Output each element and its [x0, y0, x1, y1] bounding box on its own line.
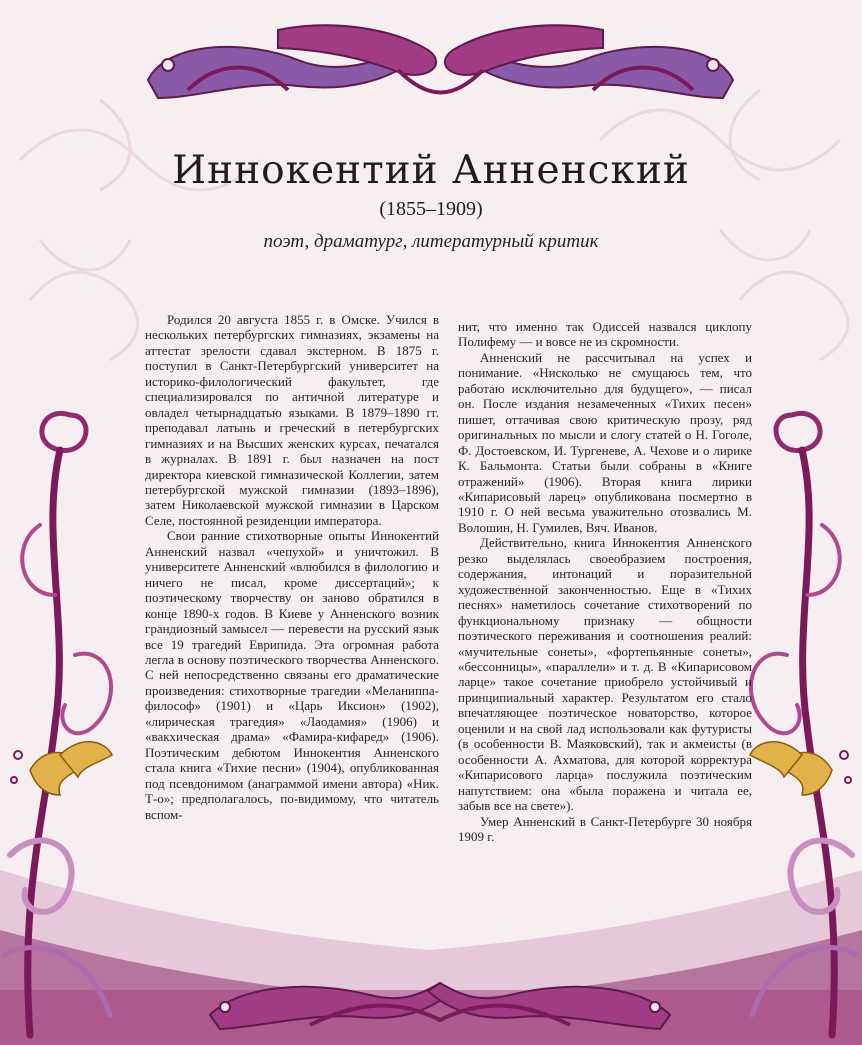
- page-title: Иннокентий Анненский: [172, 148, 690, 193]
- page-subtitle: поэт, драматург, литературный критик: [263, 231, 599, 252]
- paragraph: Умер Анненский в Санкт-Петербурге 30 ноября 1909 г.: [458, 813, 752, 844]
- page-years: (1855–1909): [379, 198, 483, 220]
- bottom-ornament: [190, 965, 690, 1035]
- paragraph: Действительно, книга Иннокентия Анненского резко выделялась своеобразием построения, содержания, интонаций и поразительной художественной законченностью. Еще в «Тихих песнях» наметилось сочетание стихотворений по функциональному признаку — общности поэтического переживания и соотношения реалий: «мучительные сонеты», «фортепьянные сонеты», «бессонницы», «параллели» и т. д. В «Кипарисовом ларце» такое сочетание приобрело устойчивый и принципиальный характер. Результатом его стало впечатляющее поэтическое новаторство, которое оценили и на свой лад использовали как футуристы (в особенности В. Маяковский), так и акмеисты (в особенности А. Ахматова, для которой корректура «Кипарисового ларца» послужила поэтическим напутствием: она «была поражена и читала ее, забыв все на свете»).: [458, 535, 752, 814]
- paragraph: Родился 20 августа 1855 г. в Омске. Учился в нескольких петербургских гимназиях, экзамены на аттестат зрелости сдавал экстерном. В 1875 г. поступил в Санкт-Петербургский университет на историко-филологический факультет, где специализировался по античной литературе и овладел четырнадцатью языками. В 1879–1890 гг. преподавал латынь и греческий в петербургских гимназиях и на Высших женских курсах, печатался в журналах. В 1891 г. был назначен на пост директора киевской гимназической Коллегии, затем петербургской мужской гимназии (1893–1896), затем Николаевской мужской гимназии в Царском Селе, постоянной резиденции императора.: [145, 312, 439, 528]
- left-flourish: [0, 395, 135, 1045]
- text-column-left: [145, 312, 439, 822]
- paragraph: Анненский не рассчитывал на успех и понимание. «Нисколько не смущаюсь тем, что работаю исключительно для будущего», — писал он. После издания незамеченных «Тихих песен» пишет, оттачивая свою критическую прозу, ряд оригинальных по мысли и слогу статей о Н. Гоголе, Ф. Достоевском, И. Тургеневе, А. Чехове и о лирике К. Бальмонта. Статьи были собраны в «Книге отражений» (1906). Вторая книга лирики «Кипарисовый ларец» опубликована посмертно в 1910 г. О ней весьма уважительно отозвались М. Волошин, Н. Гумилев, Вяч. Иванов.: [458, 349, 752, 535]
- paragraph: Свои ранние стихотворные опыты Иннокентий Анненский назвал «чепухой» и уничтожил. В университете Анненский «влюбился в филологию и ничего не писал, кроме диссертаций»; к поэтическому творчеству он заново обратился в конце 1890-х годов. В Киеве у Анненского возник грандиозный замысел — перевести на русский язык все 19 трагедий Еврипида. Эта огромная работа легла в основу поэтического творчества Анненского. С ней непосредственно связаны его драматические произведения: стихотворные трагедии «Меланиппа-философ» (1901) и «Царь Иксион» (1902), «лирическая трагедия» «Лаодамия» (1906) и «вакхическая драма» «Фамира-кифаред» (1906). Поэтическим дебютом Иннокентия Анненского стала книга «Тихие песни» (1904), опубликованная под псевдонимом (анаграммой имени автора) «Ник. Т-о»; предполагалось, по-видимому, что читатель вспом-: [145, 528, 439, 822]
- top-ornament: [128, 20, 753, 110]
- text-column-right: [458, 319, 752, 844]
- paragraph-continuation: нит, что именно так Одиссей назвался циклопу Полифему — и вовсе не из скромности.: [458, 319, 752, 350]
